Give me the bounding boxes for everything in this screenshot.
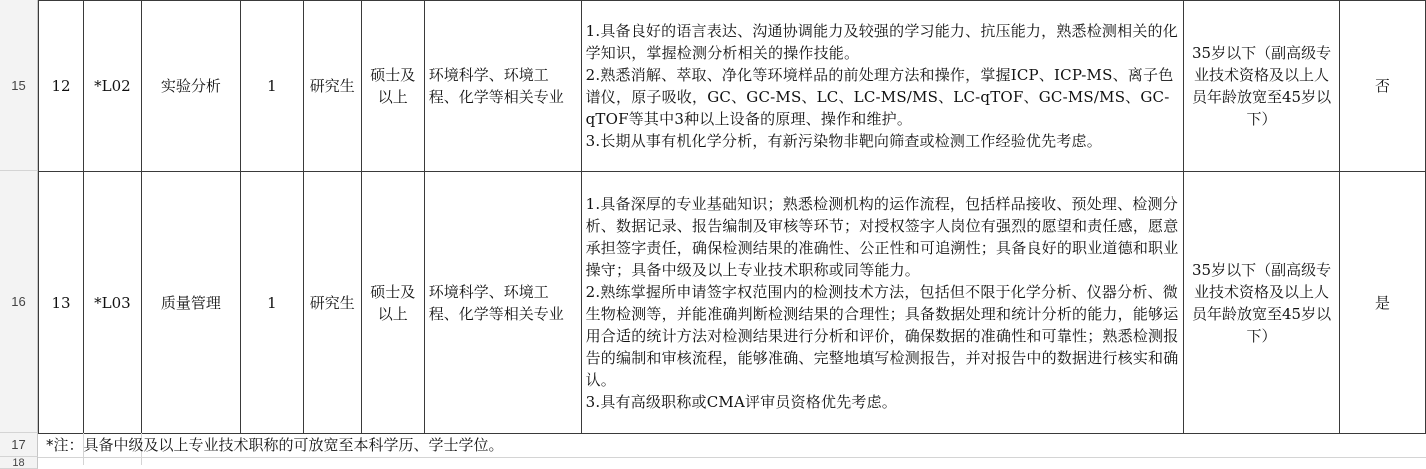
cell-flag[interactable]: 否 — [1339, 1, 1425, 172]
cell-degree[interactable]: 硕士及以上 — [361, 172, 424, 434]
cell-position[interactable]: 质量管理 — [141, 172, 240, 434]
requirement-line: 1.具备良好的语言表达、沟通协调能力及较强的学习能力、抗压能力，熟悉检测相关的化学知识，掌握检测分析相关的操作技能。 — [585, 22, 1178, 62]
cell-position[interactable]: 实验分析 — [141, 1, 240, 172]
cell-count[interactable]: 1 — [240, 172, 303, 434]
row-header-18[interactable] — [0, 457, 38, 469]
requirement-line: 2.熟悉消解、萃取、净化等环境样品的前处理方法和操作，掌握ICP、ICP-MS、离子色谱仪，原子吸收，GC、GC-MS、LC、LC-MS/MS、LC-qTOF、GC-MS/MS、GC-qTOF等其中3种以上设备的原理、操作和维护。 — [585, 66, 1174, 128]
cell-education[interactable]: 研究生 — [303, 172, 361, 434]
cell-degree[interactable]: 硕士及以上 — [361, 1, 424, 172]
cell-flag[interactable]: 是 — [1339, 172, 1425, 434]
cell-education[interactable]: 研究生 — [303, 1, 361, 172]
row-header-17[interactable] — [0, 433, 38, 457]
cell-count[interactable]: 1 — [240, 1, 303, 172]
requirement-line: 3.长期从事有机化学分析，有新污染物非靶向筛查或检测工作经验优先考虑。 — [585, 132, 1102, 150]
cell-code[interactable]: *L03 — [83, 172, 141, 434]
row-header-16[interactable] — [0, 171, 38, 433]
cell-requirements[interactable] — [581, 1, 1183, 172]
spreadsheet-grid — [38, 0, 1426, 465]
cell-code[interactable]: *L02 — [83, 1, 141, 172]
requirement-line: 1.具备深厚的专业基础知识；熟悉检测机构的运作流程，包括样品接收、预处理、检测分析、数据记录、报告编制及审核等环节；对授权签字人岗位有强烈的愿望和责任感，愿意承担签字责任，确保检测结果的准确性、公正性和可追溯性；具备良好的职业道德和职业操守；具备中级及以上专业技术职称或同等能力。 — [585, 194, 1179, 279]
row-number: 18 — [12, 457, 25, 469]
cell-major[interactable]: 环境科学、环境工程、化学等相关专业 — [424, 172, 581, 434]
cell-seq[interactable]: 13 — [39, 172, 84, 434]
row-number: 15 — [11, 77, 26, 93]
table-row — [39, 1, 1426, 172]
cell-seq[interactable]: 12 — [39, 1, 84, 172]
table-row — [39, 172, 1426, 434]
cell-age[interactable]: 35岁以下（副高级专业技术资格及以上人员年龄放宽至45岁以下） — [1184, 1, 1340, 172]
gridline — [38, 457, 1426, 458]
footnote[interactable]: *注：具备中级及以上专业技术职称的可放宽至本科学历、学士学位。 — [46, 436, 504, 454]
requirement-line: 3.具有高级职称或CMA评审员资格优先考虑。 — [585, 392, 897, 411]
row-number: 16 — [11, 294, 26, 309]
requirement-line: 2.熟练掌握所申请签字权范围内的检测技术方法，包括但不限于化学分析、仪器分析、微生物检测等，并能准确判断检测结果的合理性；具备数据处理和统计分析的能力，能够运用合适的统计方法对检测结果进行分析和评价，确保数据的准确性和可靠性；熟悉检测报告的编制和审核流程，能够准确、完整地填写检测报告，并对报告中的数据进行核实和确认。 — [585, 282, 1179, 389]
row-header-15[interactable] — [0, 0, 38, 171]
cell-age[interactable]: 35岁以下（副高级专业技术资格及以上人员年龄放宽至45岁以下） — [1184, 172, 1340, 434]
cell-major[interactable]: 环境科学、环境工程、化学等相关专业 — [424, 1, 581, 172]
row-number: 17 — [11, 437, 26, 452]
cell-requirements[interactable] — [581, 172, 1183, 434]
positions-table — [38, 0, 1426, 434]
